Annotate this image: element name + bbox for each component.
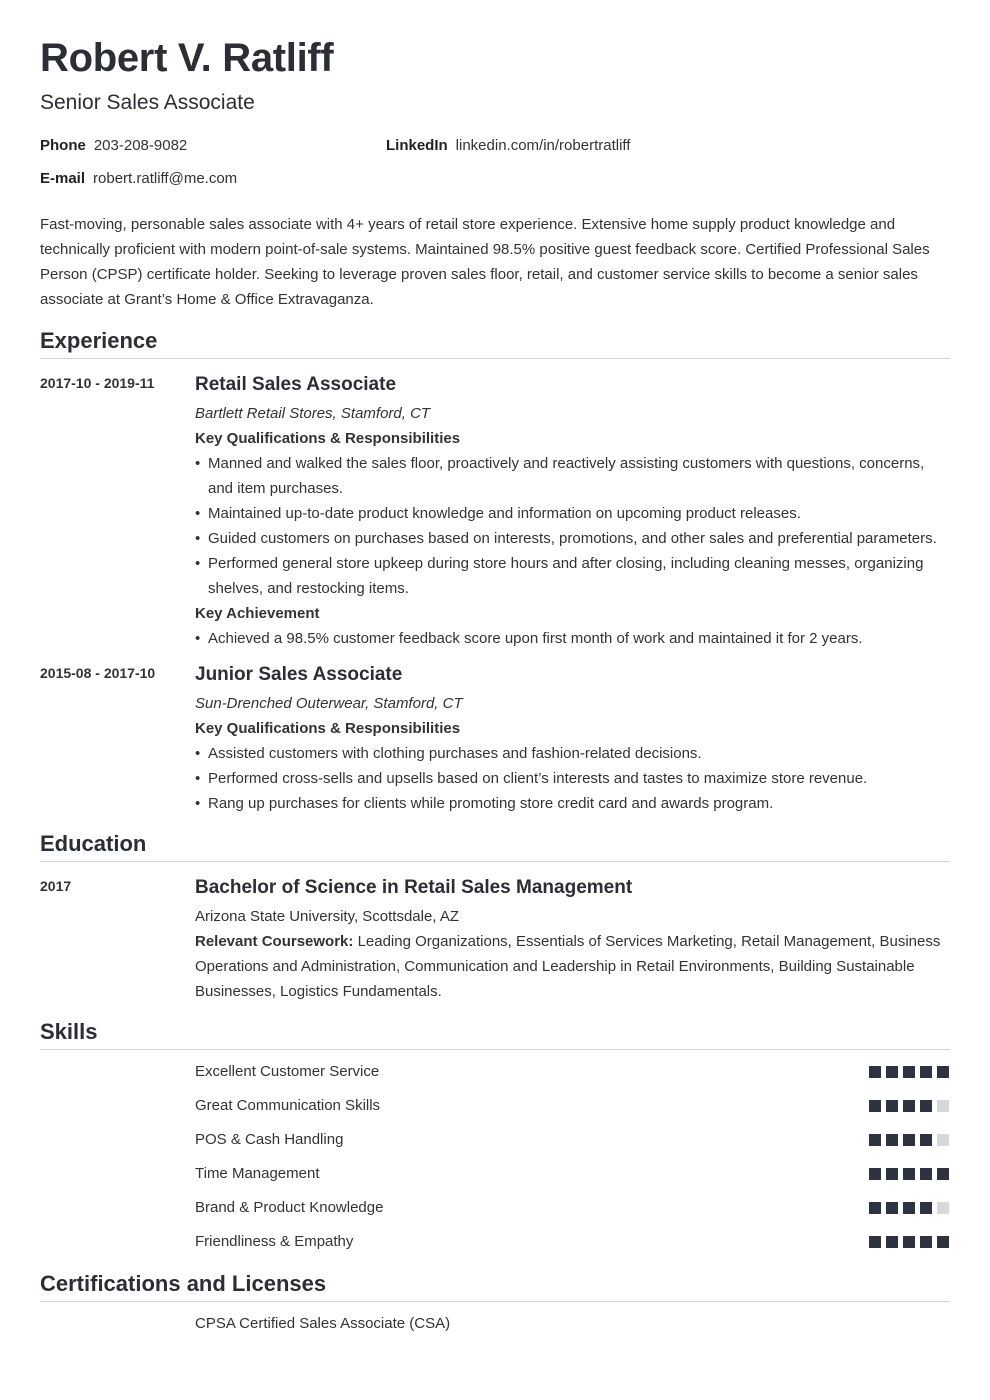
list-item: • Assisted customers with clothing purchases and fashion-related decisions. <box>195 741 950 766</box>
education-heading: Education <box>40 831 950 862</box>
coursework <box>195 929 950 1004</box>
rating-dot-filled <box>869 1202 881 1214</box>
rating-dot-filled <box>937 1066 949 1078</box>
skill-row <box>195 1232 950 1252</box>
education-year: 2017 <box>40 878 72 894</box>
degree-title: Bachelor of Science in Retail Sales Management <box>195 877 633 898</box>
list-item: • Achieved a 98.5% customer feedback score upon first month of work and maintained it for 2 years. <box>195 626 950 651</box>
job-body <box>195 663 950 816</box>
qualifications-heading: Key Qualifications & Responsibilities <box>195 720 461 737</box>
rating-dot-filled <box>920 1236 932 1248</box>
rating-dot-filled <box>920 1168 932 1180</box>
certifications-heading: Certifications and Licenses <box>40 1271 950 1302</box>
list-item: • Maintained up-to-date product knowledge and information on upcoming product releases. <box>195 501 950 526</box>
list-item: • Manned and walked the sales floor, proactively and reactively assisting customers with questions, concerns, and item purchases. <box>195 451 950 501</box>
skill-name: Time Management <box>195 1165 320 1182</box>
rating-dot-filled <box>869 1100 881 1112</box>
list-item: • Rang up purchases for clients while promoting store credit card and awards program. <box>195 791 950 816</box>
rating-dot-filled <box>886 1100 898 1112</box>
job-company: Sun-Drenched Outerwear, Stamford, CT <box>195 695 463 712</box>
rating-dot-empty <box>937 1100 949 1112</box>
rating-dot-filled <box>920 1202 932 1214</box>
experience-heading: Experience <box>40 328 950 359</box>
job-company: Bartlett Retail Stores, Stamford, CT <box>195 405 431 422</box>
certification-item: CPSA Certified Sales Associate (CSA) <box>195 1315 451 1332</box>
rating-dot-filled <box>903 1202 915 1214</box>
rating-dot-filled <box>869 1168 881 1180</box>
coursework-list: Leading Organizations, Essentials of Services Marketing, Retail Management, Business Operations and Administration, Communication and Leadership in Retail Environments, Building Sustainable Businesses, Logistics Fundamentals. <box>195 933 941 1000</box>
skill-row <box>195 1096 950 1116</box>
skill-rating <box>869 1202 949 1214</box>
rating-dot-filled <box>886 1236 898 1248</box>
skill-row <box>195 1198 950 1218</box>
rating-dot-filled <box>920 1066 932 1078</box>
contact-phone <box>40 137 187 154</box>
skill-name: Excellent Customer Service <box>195 1063 380 1080</box>
rating-dot-filled <box>903 1100 915 1112</box>
rating-dot-filled <box>869 1066 881 1078</box>
skill-rating <box>869 1066 949 1078</box>
skill-name: Friendliness & Empathy <box>195 1233 354 1250</box>
rating-dot-filled <box>886 1134 898 1146</box>
rating-dot-filled <box>886 1066 898 1078</box>
job-body <box>195 373 950 651</box>
skill-name: POS & Cash Handling <box>195 1131 344 1148</box>
list-item: • Guided customers on purchases based on interests, promotions, and other sales and preferential parameters. <box>195 526 950 551</box>
skill-rating <box>869 1168 949 1180</box>
achievement-heading: Key Achievement <box>195 605 320 622</box>
qualifications-list <box>195 741 950 816</box>
skill-name: Great Communication Skills <box>195 1097 381 1114</box>
phone-value: 203-208-9082 <box>93 137 188 154</box>
rating-dot-filled <box>869 1134 881 1146</box>
job-dates: 2015-08 - 2017-10 <box>40 665 156 681</box>
rating-dot-filled <box>903 1168 915 1180</box>
education-body <box>195 876 950 1004</box>
email-label: E-mail <box>40 170 86 187</box>
skill-name: Brand & Product Knowledge <box>195 1199 384 1216</box>
skill-rating <box>869 1100 949 1112</box>
linkedin-value: linkedin.com/in/robertratliff <box>455 137 631 154</box>
qualifications-list <box>195 451 950 601</box>
linkedin-label: LinkedIn <box>386 137 448 154</box>
rating-dot-filled <box>920 1134 932 1146</box>
job-title: Junior Sales Associate <box>195 664 403 685</box>
rating-dot-filled <box>869 1236 881 1248</box>
profile-summary: Fast-moving, personable sales associate with 4+ years of retail store experience. Extensive home supply product knowledge and technically proficient with modern point-of-sale systems. Maintained 98.5% positive guest feedback score. Certified Professional Sales Person (CPSP) certificate holder. Seeking to leverage proven sales floor, retail, and customer service skills to become a senior sales associate at Grant’s Home & Office Extravaganza. <box>40 216 930 308</box>
skill-row <box>195 1164 950 1184</box>
coursework-label: Relevant Coursework: <box>195 933 354 950</box>
rating-dot-filled <box>886 1202 898 1214</box>
skills-heading: Skills <box>40 1019 950 1050</box>
contact-email <box>40 170 237 187</box>
rating-dot-filled <box>920 1100 932 1112</box>
rating-dot-filled <box>903 1134 915 1146</box>
rating-dot-empty <box>937 1202 949 1214</box>
job-title: Retail Sales Associate <box>195 374 397 395</box>
job-dates: 2017-10 - 2019-11 <box>40 375 155 391</box>
rating-dot-filled <box>937 1168 949 1180</box>
candidate-name: Robert V. Ratliff <box>40 36 334 80</box>
candidate-title: Senior Sales Associate <box>40 91 255 114</box>
skill-rating <box>869 1134 949 1146</box>
rating-dot-filled <box>937 1236 949 1248</box>
school-name: Arizona State University, Scottsdale, AZ <box>195 908 460 925</box>
list-item: • Performed general store upkeep during store hours and after closing, including cleaning messes, organizing shelves, and restocking items. <box>195 551 950 601</box>
achievement-list <box>195 626 950 651</box>
list-item: • Performed cross-sells and upsells based on client’s interests and tastes to maximize store revenue. <box>195 766 950 791</box>
rating-dot-filled <box>903 1066 915 1078</box>
qualifications-heading: Key Qualifications & Responsibilities <box>195 430 461 447</box>
skill-rating <box>869 1236 949 1248</box>
phone-label: Phone <box>40 137 86 154</box>
rating-dot-empty <box>937 1134 949 1146</box>
rating-dot-filled <box>903 1236 915 1248</box>
contact-linkedin <box>386 137 630 154</box>
skill-row <box>195 1062 950 1082</box>
email-value: robert.ratliff@me.com <box>93 170 238 187</box>
skill-row <box>195 1130 950 1150</box>
rating-dot-filled <box>886 1168 898 1180</box>
